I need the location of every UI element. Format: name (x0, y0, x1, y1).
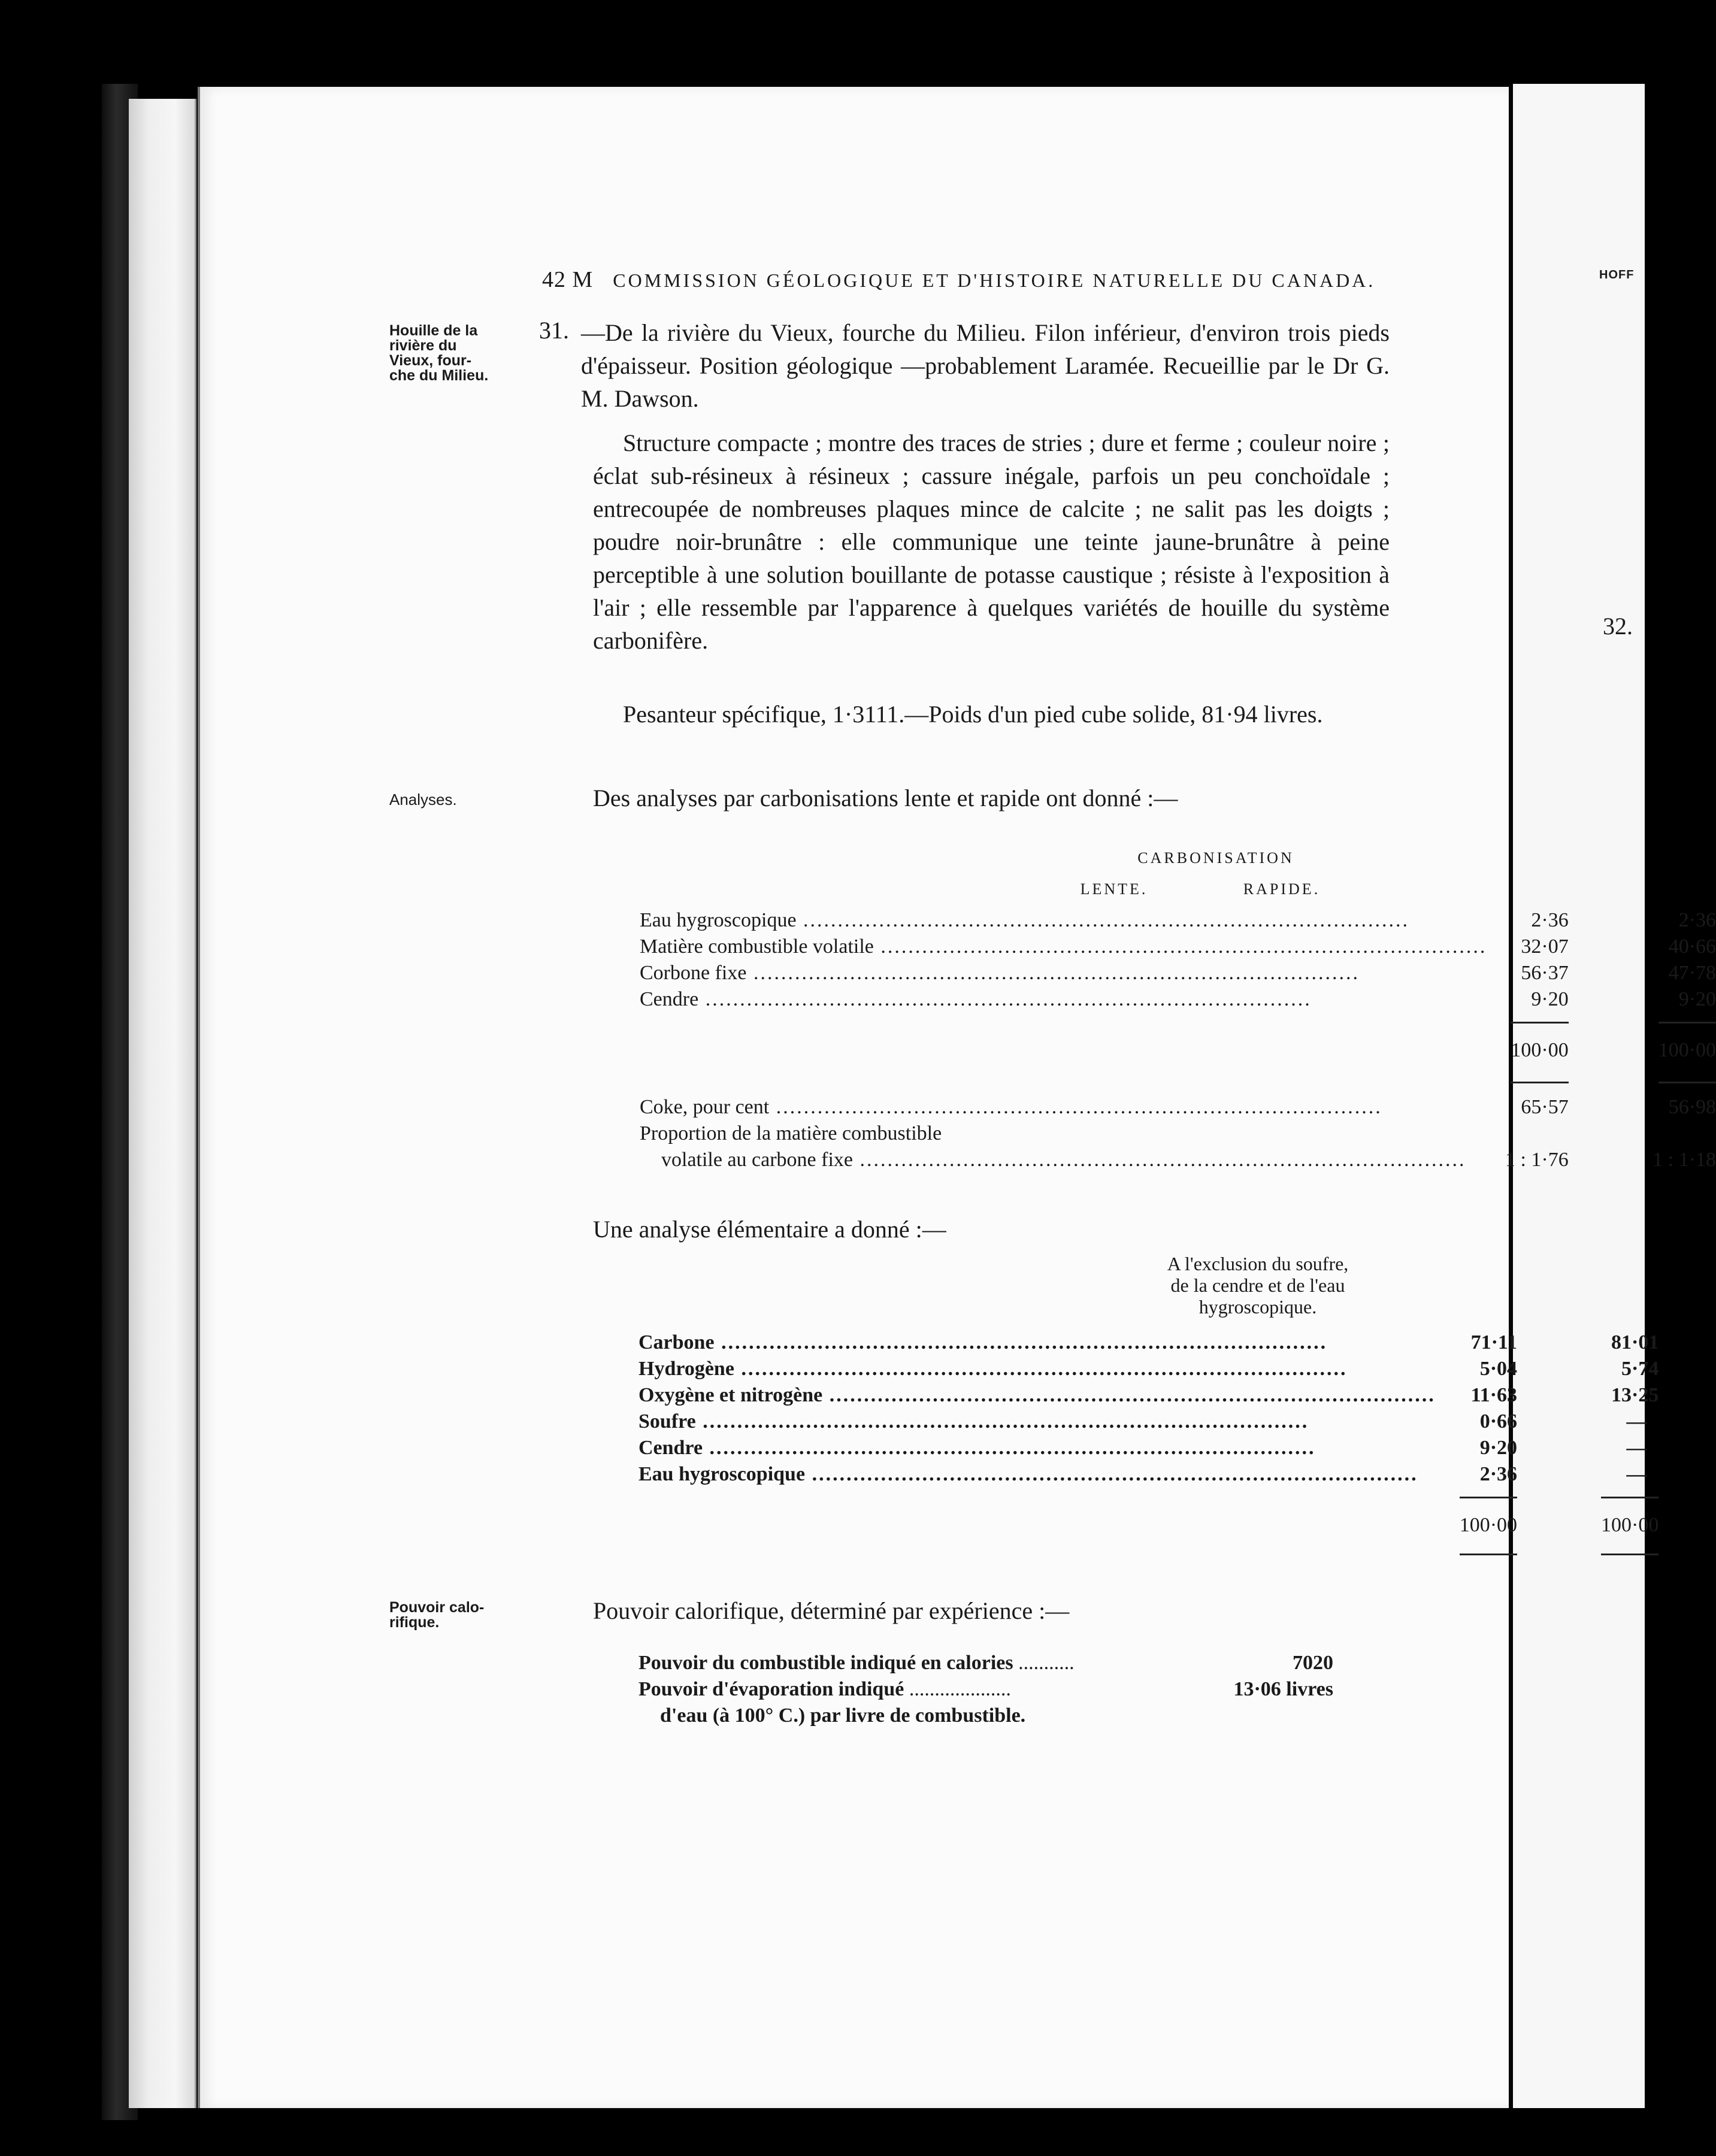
table-row (640, 1094, 1716, 1121)
row-label (638, 1382, 1436, 1409)
label-text: Oxygène et nitrogène (638, 1384, 823, 1406)
label-text: Pouvoir du combustible indiqué en calories (638, 1652, 1013, 1674)
cell-rapide: 9·20 (1678, 988, 1716, 1010)
leader-dots (696, 1410, 1309, 1433)
leader-dots (703, 1437, 1316, 1459)
cell-lente: 9·20 (1531, 988, 1569, 1010)
sidenote-line: rifique. (389, 1614, 440, 1631)
leader-dots (769, 1096, 1382, 1118)
row-label (638, 1356, 1436, 1382)
facing-page-running-head: HOFF (1599, 268, 1635, 281)
leader-dots (805, 1463, 1418, 1485)
total-rule (1659, 1082, 1716, 1083)
carbonisation-rows (640, 907, 1716, 1173)
cell-v1: 71·11 (1470, 1331, 1518, 1353)
label-text: Soufre (638, 1410, 696, 1433)
entry-body (581, 316, 1390, 415)
cell-lente: 32·07 (1521, 935, 1569, 958)
table-row (638, 1356, 1659, 1382)
label-text: Cendre (640, 988, 699, 1010)
analyses-intro-block (593, 782, 1390, 814)
prop-lente: 1 : 1·76 (1505, 1149, 1569, 1171)
sidenote-line: Vieux, four- (389, 352, 472, 369)
entry-pesanteur-block (593, 698, 1390, 731)
row-label: Proportion de la matière combustible (640, 1122, 942, 1144)
table-row (638, 1382, 1659, 1409)
total-v2: 100·00 (1601, 1497, 1659, 1537)
elementaire-column-note (1126, 1253, 1390, 1318)
row-label (640, 907, 1487, 934)
table-row (640, 934, 1716, 960)
row-label (638, 1676, 1225, 1703)
table-row (638, 1703, 1333, 1729)
total-row (638, 1488, 1659, 1545)
label-text: Cendre (638, 1437, 703, 1459)
prop-rapide: 1 : 1·18 (1653, 1149, 1716, 1171)
elementaire-intro-block (593, 1213, 1390, 1246)
analyses-intro: Des analyses par carbonisations lente et rapide ont donné :— (593, 785, 1178, 811)
row-label (638, 1330, 1436, 1356)
sidenote-line: Pouvoir calo- (389, 1599, 485, 1616)
cell-v2: 13·25 (1611, 1384, 1659, 1406)
label-text: Eau hygroscopique (638, 1463, 806, 1485)
cell-v1: 2·36 (1479, 1463, 1518, 1485)
col-rapide-header: RAPIDE. (1243, 880, 1321, 898)
leader-dots (797, 909, 1410, 931)
coke-lente: 65·57 (1521, 1096, 1569, 1118)
pouvoir-table (638, 1650, 1333, 1729)
row-label (640, 960, 1487, 986)
table-row (638, 1676, 1333, 1703)
sidenote-line: rivière du (389, 337, 457, 354)
total-v1: 100·00 (1460, 1497, 1517, 1537)
leader-dots (698, 988, 1312, 1010)
cell-rapide: 40·66 (1668, 935, 1716, 958)
table-row (638, 1330, 1659, 1356)
label-text: Carbone (638, 1331, 715, 1353)
label-text: Corbone fixe (640, 962, 747, 984)
leader-dots (853, 1149, 1466, 1171)
pouvoir-evaporation: 13·06 livres (1233, 1678, 1333, 1700)
pouvoir-calories: 7020 (1293, 1652, 1333, 1674)
note-line: A l'exclusion du soufre, (1167, 1253, 1349, 1274)
table-row (640, 1147, 1716, 1173)
coke-rapide: 56·98 (1668, 1096, 1716, 1118)
page-edges (129, 99, 196, 2108)
entry-structure-block (593, 426, 1390, 657)
sidenote-pouvoir (389, 1600, 484, 1630)
cell-rapide: 2·36 (1678, 909, 1716, 931)
entry-structure: Structure compacte ; montre des traces de stries ; dure et ferme ; couleur noire ; éclat sub-résineux à résineux ; cassure inégale, parfois un peu conchoïdale ; entrecoupée de nombreuses plaques mince de calcite ; ne salit pas les doigts ; poudre noir-brunâtre : elle communique une teinte jaune-brunâtre à peine perceptible à une solution bouillante de potasse caustique ; résiste à l'exposition à l'air ; elle ressemble par l'apparence à quelques variétés de houille du système carbonifère. (593, 429, 1390, 654)
row-label (638, 1435, 1436, 1461)
table-row (640, 907, 1716, 934)
row-label (640, 986, 1487, 1013)
col-lente-header: LENTE. (1080, 880, 1148, 898)
cell-v1: 5·04 (1479, 1358, 1518, 1380)
cell-v2: — (1626, 1437, 1647, 1459)
rule-row (638, 1545, 1659, 1563)
cell-v2: 5·74 (1621, 1358, 1659, 1380)
entry-number: 31. (539, 317, 569, 344)
entry-intro: —De la rivière du Vieux, fourche du Milieu. Filon inférieur, d'environ trois pieds d'épaisseur. Position géologique —probablement Laramée. Recueillie par le Dr G. M. Dawson. (581, 319, 1390, 412)
cell-v1: 11·63 (1470, 1384, 1518, 1406)
label-text: Matière combustible volatile (640, 935, 874, 958)
pouvoir-intro: Pouvoir calorifique, déterminé par expérience :— (593, 1597, 1070, 1624)
leader-dots (822, 1384, 1436, 1406)
running-head (542, 267, 1375, 293)
page-number: 42 M (542, 267, 594, 292)
carbonisation-table (640, 907, 1716, 1173)
leader-dots (734, 1358, 1348, 1380)
row-label (640, 934, 1487, 960)
elementaire-table (638, 1330, 1659, 1563)
elementaire-intro: Une analyse élémentaire a donné :— (593, 1216, 946, 1243)
total-rule (1460, 1554, 1517, 1555)
entry-pesanteur: Pesanteur spécifique, 1·3111.—Poids d'un pied cube solide, 81·94 livres. (623, 701, 1323, 728)
total-row (640, 1013, 1716, 1070)
cell-v2: — (1626, 1410, 1647, 1433)
table-row (638, 1435, 1659, 1461)
row-label (640, 1094, 1487, 1121)
note-line: hygroscopique. (1199, 1296, 1317, 1318)
leader-dots (874, 935, 1487, 958)
leader-dots (746, 962, 1360, 984)
row-label (638, 1650, 1225, 1676)
total-rule (1511, 1082, 1568, 1083)
table-row (638, 1650, 1333, 1676)
row-label: d'eau (à 100° C.) par livre de combustible. (660, 1704, 1026, 1727)
sidenote-houille (389, 323, 488, 383)
label-text: Pouvoir d'évaporation indiqué (638, 1678, 904, 1700)
cell-lente: 56·37 (1521, 962, 1569, 984)
cell-v1: 0·66 (1479, 1410, 1518, 1433)
row-label (638, 1461, 1436, 1488)
cell-v1: 9·20 (1479, 1437, 1518, 1459)
label-text: Hydrogène (638, 1358, 734, 1380)
row-label (638, 1409, 1436, 1435)
running-title: COMMISSION GÉOLOGIQUE ET D'HISTOIRE NATURELLE DU CANADA. (613, 270, 1376, 291)
cell-lente: 2·36 (1531, 909, 1569, 931)
rule-row (640, 1070, 1716, 1094)
label-text: Coke, pour cent (640, 1096, 770, 1118)
note-line: de la cendre et de l'eau (1170, 1274, 1345, 1296)
facing-page-number: 32. (1603, 613, 1633, 640)
total-rapide: 100·00 (1659, 1022, 1716, 1062)
leader-dots: ........... (1013, 1652, 1075, 1674)
label-text: Eau hygroscopique (640, 909, 797, 931)
table-row (640, 960, 1716, 986)
row-label (640, 1147, 1487, 1173)
cell-rapide: 47·78 (1668, 962, 1716, 984)
total-rule (1601, 1554, 1659, 1555)
table-row (640, 986, 1716, 1013)
carbonisation-heading: CARBONISATION (1137, 849, 1294, 867)
pouvoir-intro-block (593, 1594, 1390, 1627)
leader-dots: .................... (904, 1678, 1011, 1700)
total-lente: 100·00 (1511, 1022, 1568, 1062)
sidenote-line: che du Milieu. (389, 367, 489, 384)
cell-v2: — (1626, 1463, 1647, 1485)
leader-dots (715, 1331, 1328, 1353)
table-row (638, 1409, 1659, 1435)
sidenote-analyses: Analyses. (389, 791, 457, 808)
table-row (640, 1121, 1716, 1147)
table-row (638, 1461, 1659, 1488)
label-text: volatile au carbone fixe (661, 1149, 854, 1171)
cell-v2: 81·01 (1611, 1331, 1659, 1353)
sidenote-line: Houille de la (389, 322, 478, 339)
